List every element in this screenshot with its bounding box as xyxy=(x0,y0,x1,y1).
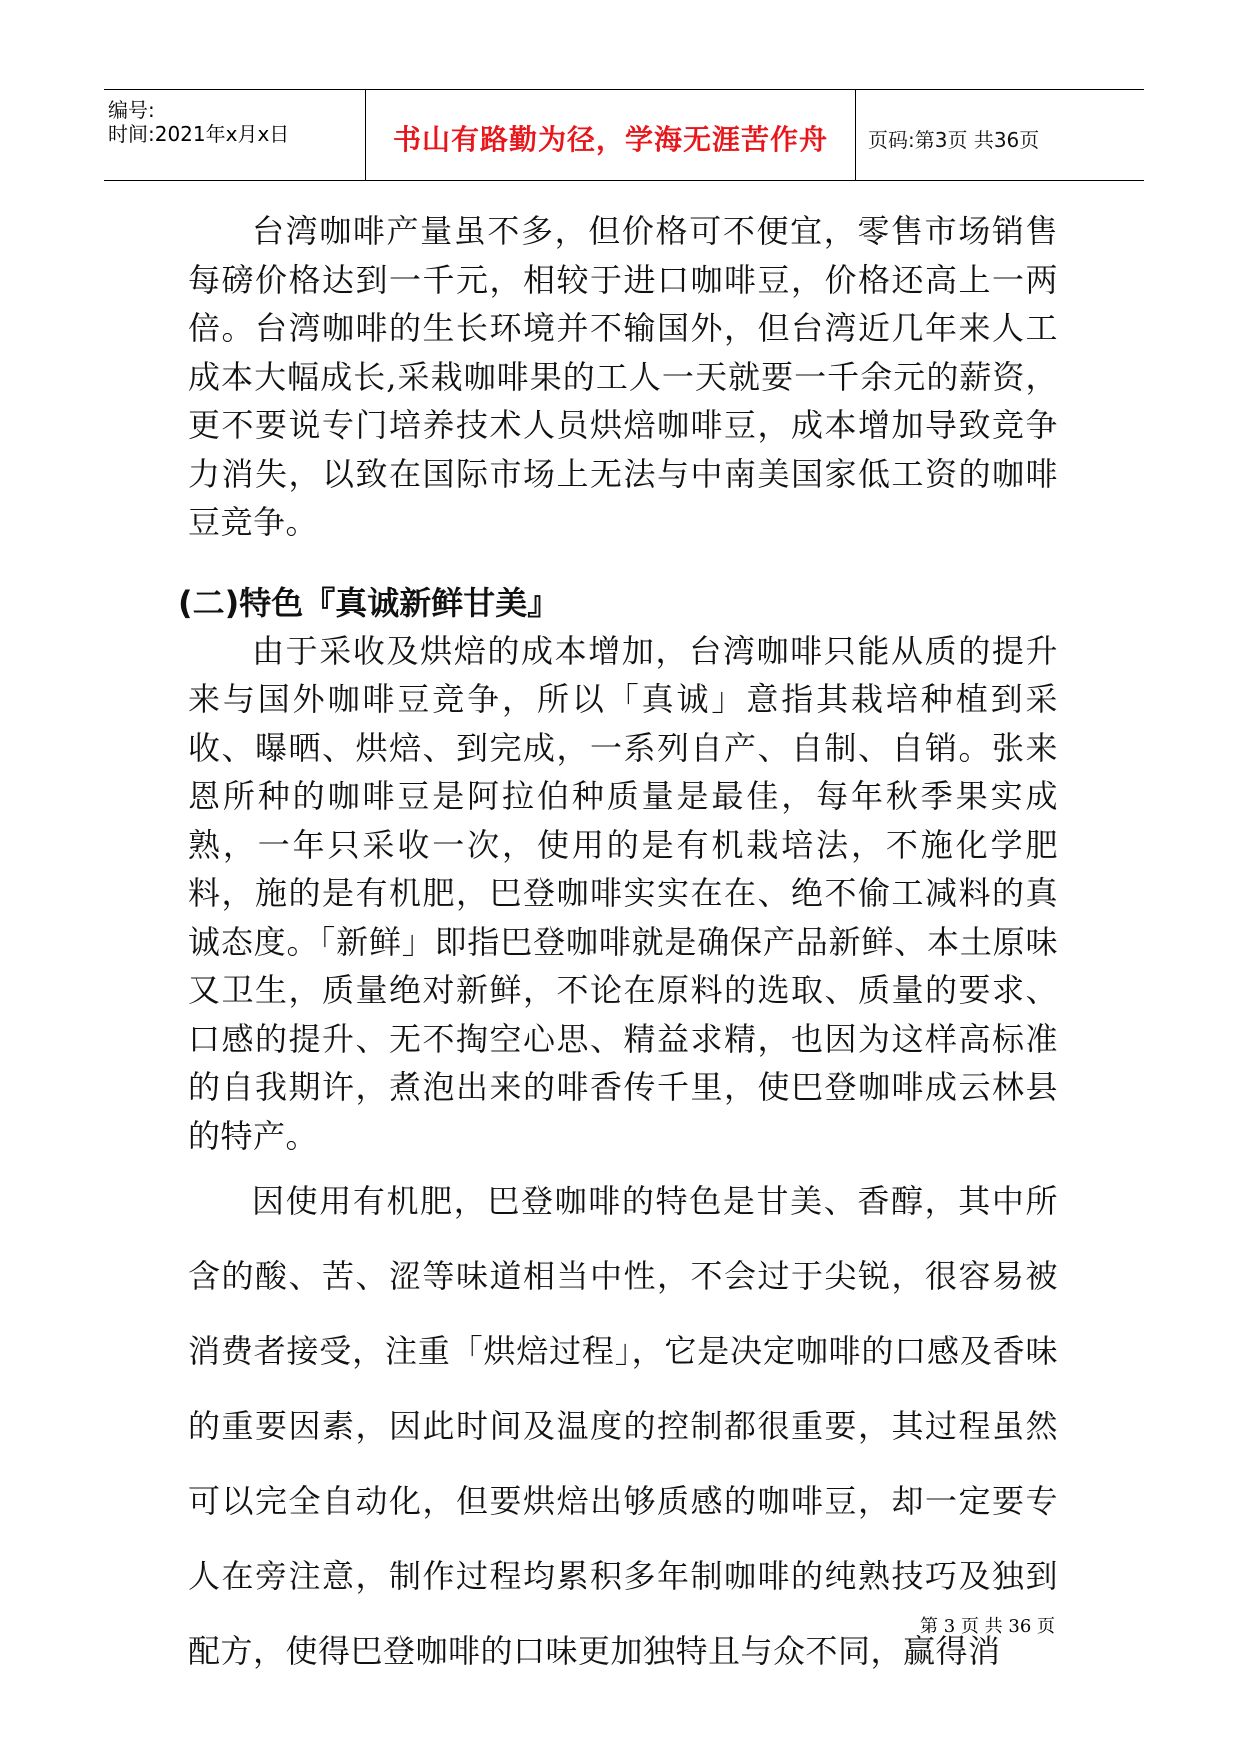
header-left-cell xyxy=(104,90,366,180)
serial-number-label: 编号: xyxy=(108,98,155,122)
header-motto-cell xyxy=(366,90,856,180)
paragraph-cost: 台湾咖啡产量虽不多，但价格可不便宜，零售市场销售每磅价格达到一千元，相较于进口咖啡豆，价格还高上一两倍。台湾咖啡的生长环境并不输国外，但台湾近几年来人工成本大幅成长,采栽咖啡果的工人一天就要一千余元的薪资，更不要说专门培养技术人员烘焙咖啡豆，成本增加导致竞争力消失，以致在国际市场上无法与中南美国家低工资的咖啡豆竞争。 xyxy=(188,212,1058,541)
section-heading: (二)特色『真诚新鲜甘美』 xyxy=(178,583,560,622)
date-label: 时间:2021年x月x日 xyxy=(108,122,290,146)
page-info: 页码:第3页 共36页 xyxy=(868,128,1040,152)
page-header xyxy=(104,89,1144,181)
motto-text: 书山有路勤为径，学海无涯苦作舟 xyxy=(392,123,828,156)
header-right-cell xyxy=(856,90,1144,180)
paragraph-features: 由于采收及烘焙的成本增加，台湾咖啡只能从质的提升来与国外咖啡豆竞争，所以「真诚」意指其栽培种植到采收、曝晒、烘焙、到完成，一系列自产、自制、自销。张来恩所种的咖啡豆是阿拉伯种质量是最佳，每年秋季果实成熟，一年只采收一次，使用的是有机栽培法，不施化学肥料，施的是有机肥，巴登咖啡实实在在、绝不偷工减料的真诚态度。「新鲜」即指巴登咖啡就是确保产品新鲜、本土原味又卫生，质量绝对新鲜，不论在原料的选取、质量的要求、口感的提升、无不掏空心思、精益求精，也因为这样高标准的自我期许，煮泡出来的啡香传千里，使巴登咖啡成云林县的特产。 xyxy=(188,631,1058,1155)
paragraph-flavor: 因使用有机肥，巴登咖啡的特色是甘美、香醇，其中所含的酸、苦、涩等味道相当中性，不会过于尖锐，很容易被消费者接受，注重「烘焙过程」，它是决定咖啡的口感及香味的重要因素，因此时间及温度的控制都很重要，其过程虽然可以完全自动化，但要烘焙出够质感的咖啡豆，却一定要专人在旁注意，制作过程均累积多年制咖啡的纯熟技巧及独到配方，使得巴登咖啡的口味更加独特且与众不同，赢得消 xyxy=(188,1182,1058,1670)
document-body xyxy=(178,207,1058,1689)
page-footer: 第 3 页 共 36 页 xyxy=(920,1616,1055,1637)
